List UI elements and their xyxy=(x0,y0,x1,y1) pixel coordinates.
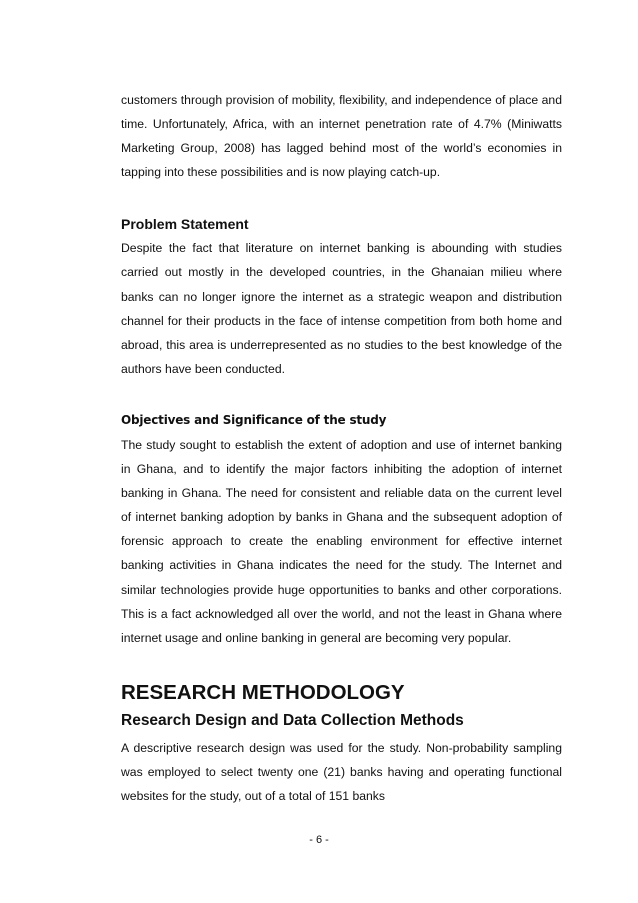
problem-statement-paragraph: Despite the fact that literature on internet banking is abounding with studies carried out mostly in the developed countries, in the Ghanaian milieu where banks can no longer ignore the internet as a strategic weapon and distribution channel for their products in the face of intense competition from both home and abroad, this area is underrepresented as no studies to the best knowledge of the authors have been conducted. xyxy=(121,241,562,376)
research-methodology-heading: RESEARCH METHODOLOGY xyxy=(121,680,405,704)
page-number: - 6 - xyxy=(309,834,329,846)
problem-statement-heading: Problem Statement xyxy=(121,216,249,233)
objectives-paragraph: The study sought to establish the extent of adoption and use of internet banking in Ghana, and to identify the major factors inhibiting the adoption of internet banking in Ghana. The need for consistent and reliable data on the current level of internet banking adoption by banks in Ghana and the subsequent adoption of forensic approach to create the enabling environment for effective internet banking activities in Ghana indicates the need for the study. The Internet and similar technologies provide huge opportunities to banks and other corporations. This is a fact acknowledged all over the world, and not the least in Ghana where internet usage and online banking in general are becoming very popular. xyxy=(121,437,562,645)
research-design-heading: Research Design and Data Collection Methods xyxy=(121,711,464,729)
objectives-heading: Objectives and Significance of the study xyxy=(121,412,387,427)
intro-paragraph: customers through provision of mobility, flexibility, and independence of place and time. Unfortunately, Africa, with an internet penetration rate of 4.7% (Miniwatts Marketing Group, 2008) has lagged behind most of the world’s economies in tapping into these possibilities and is now playing catch-up. xyxy=(121,93,562,180)
document-page xyxy=(121,88,562,808)
research-design-paragraph: A descriptive research design was used for the study. Non-probability sampling was employed to select twenty one (21) banks having and operating functional websites for the study, out of a total of 151 banks xyxy=(121,740,562,803)
